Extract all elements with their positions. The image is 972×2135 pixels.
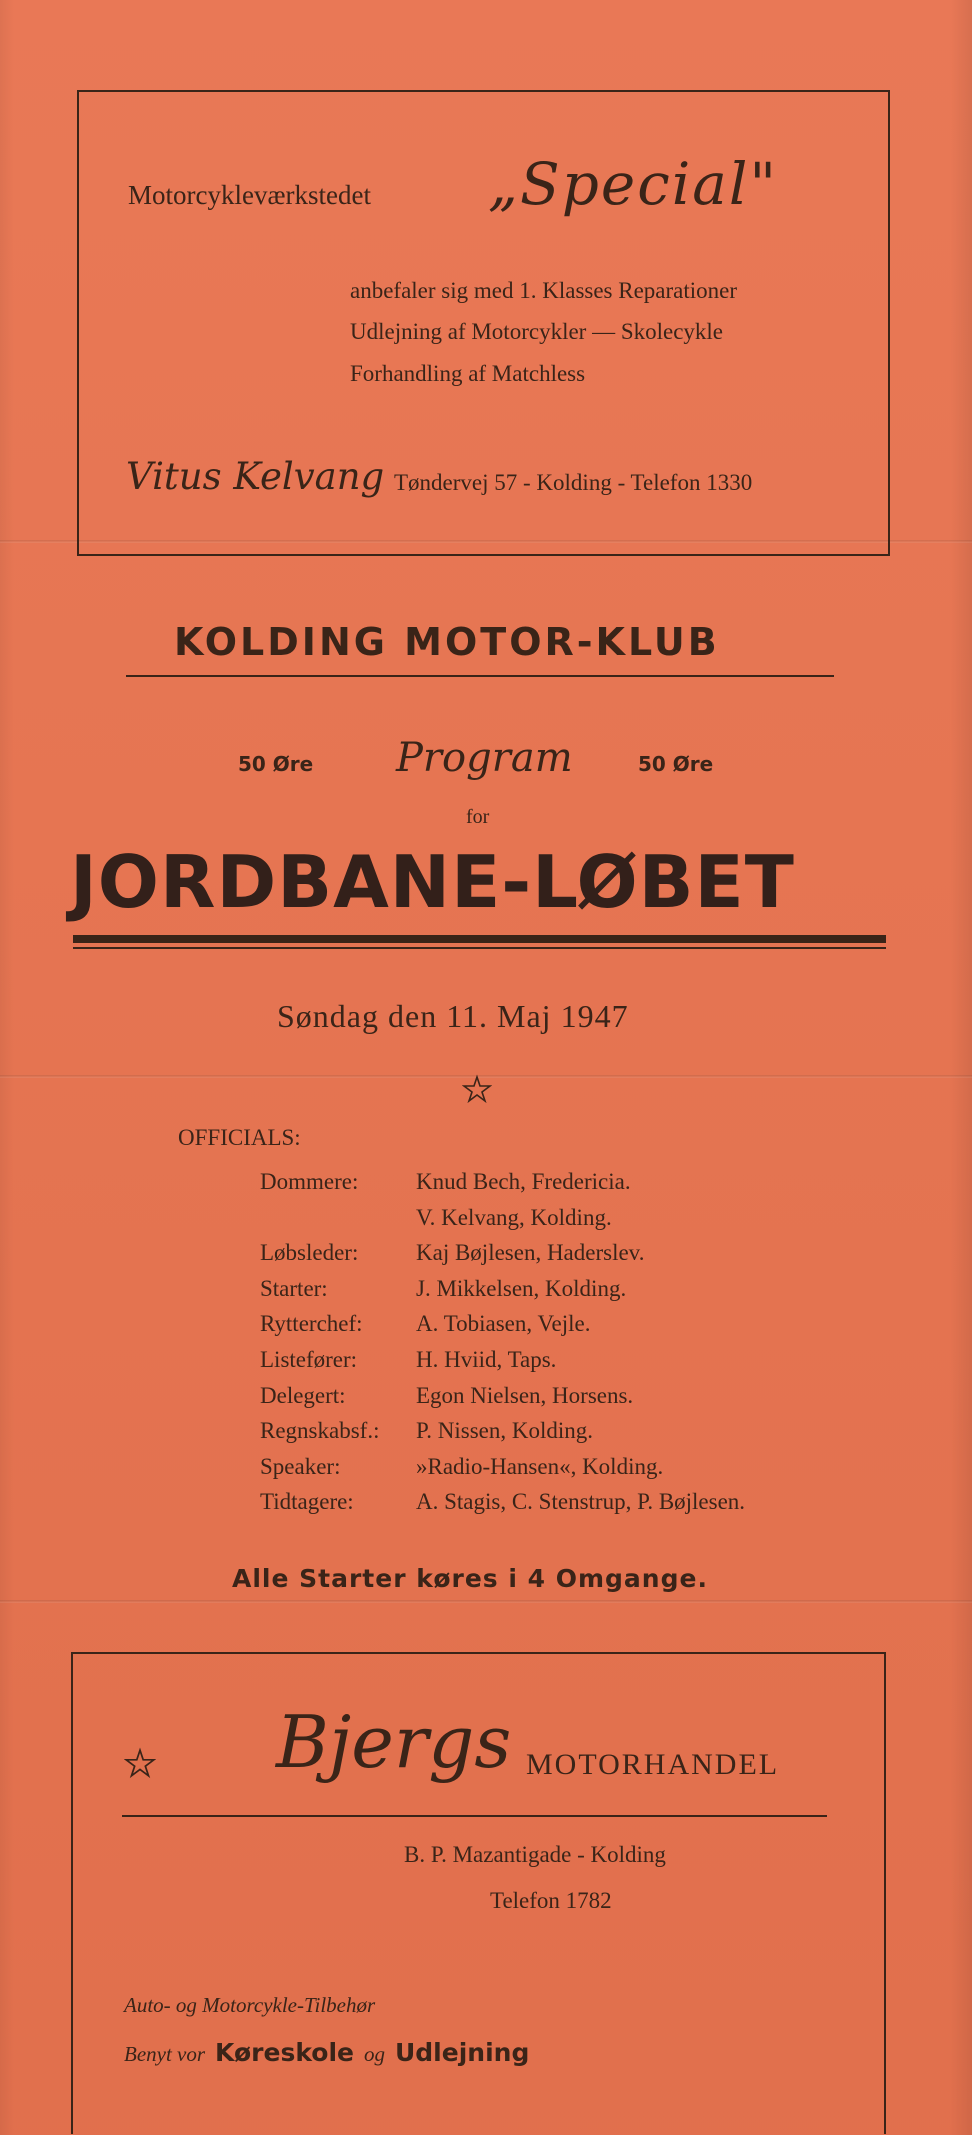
official-role: Speaker: xyxy=(260,1454,341,1479)
for-label: for xyxy=(466,806,490,828)
program-label: Program xyxy=(396,735,573,781)
official-name: H. Hviid, Taps. xyxy=(416,1347,557,1372)
starts-notice: Alle Starter køres i 4 Omgange. xyxy=(232,1564,708,1593)
official-name: V. Kelvang, Kolding. xyxy=(416,1205,612,1230)
club-underline xyxy=(126,675,834,677)
star-icon xyxy=(462,1074,492,1104)
event-date: Søndag den 11. Maj 1947 xyxy=(277,998,629,1034)
paper-fold xyxy=(0,1600,972,1603)
ad-line: Udlejning af Motorcykler — Skolecykle xyxy=(350,319,724,344)
official-role: Regnskabsf.: xyxy=(260,1418,380,1443)
shop-phone: Telefon 1782 xyxy=(490,1888,612,1913)
official-role: Rytterchef: xyxy=(260,1311,363,1336)
brand-logo: Bjergs xyxy=(276,1700,512,1784)
workshop-label: Motorcykleværkstedet xyxy=(128,180,371,210)
accessories-line: Auto- og Motorcykle-Tilbehør xyxy=(124,1993,376,2017)
official-name: A. Stagis, C. Stenstrup, P. Bøjlesen. xyxy=(416,1489,746,1514)
services-prefix: Benyt vor xyxy=(124,2042,206,2066)
price-right: 50 Øre xyxy=(638,752,714,776)
official-name: P. Nissen, Kolding. xyxy=(416,1418,593,1443)
ad-line: anbefaler sig med 1. Klasses Reparationer xyxy=(350,278,738,303)
services-and: og xyxy=(363,2042,385,2066)
official-name: J. Mikkelsen, Kolding. xyxy=(416,1276,627,1301)
club-name: KOLDING MOTOR-KLUB xyxy=(174,620,720,664)
official-name: A. Tobiasen, Vejle. xyxy=(416,1311,591,1336)
title-underline-thin xyxy=(73,947,886,949)
official-name: Egon Nielsen, Horsens. xyxy=(416,1383,634,1408)
official-role: Delegert: xyxy=(260,1383,346,1408)
rental-service: Udlejning xyxy=(394,2038,530,2067)
shop-name: MOTORHANDEL xyxy=(526,1748,780,1781)
price-left: 50 Øre xyxy=(238,752,314,776)
official-name: Knud Bech, Fredericia. xyxy=(416,1169,631,1194)
shop-address: B. P. Mazantigade - Kolding xyxy=(404,1842,666,1867)
official-role: Dommere: xyxy=(260,1169,359,1194)
driving-school: Køreskole xyxy=(215,2038,354,2067)
official-role: Listefører: xyxy=(260,1347,358,1372)
owner-signature: Vitus Kelvang xyxy=(126,455,385,498)
official-role: Løbsleder: xyxy=(260,1240,359,1265)
officials-heading: OFFICIALS: xyxy=(178,1125,301,1150)
event-title: JORDBANE-LØBET xyxy=(70,840,795,924)
official-name: »Radio-Hansen«, Kolding. xyxy=(416,1454,664,1479)
star-icon xyxy=(124,1747,156,1779)
official-role: Starter: xyxy=(260,1276,328,1301)
owner-address: Tøndervej 57 - Kolding - Telefon 1330 xyxy=(394,470,753,495)
services-line xyxy=(124,2038,529,2067)
ad-line: Forhandling af Matchless xyxy=(350,361,586,386)
workshop-name: „Special" xyxy=(488,150,779,218)
shop-divider xyxy=(122,1815,827,1817)
title-underline-thick xyxy=(73,935,886,943)
official-role: Tidtagere: xyxy=(260,1489,354,1514)
official-name: Kaj Bøjlesen, Haderslev. xyxy=(416,1240,645,1265)
